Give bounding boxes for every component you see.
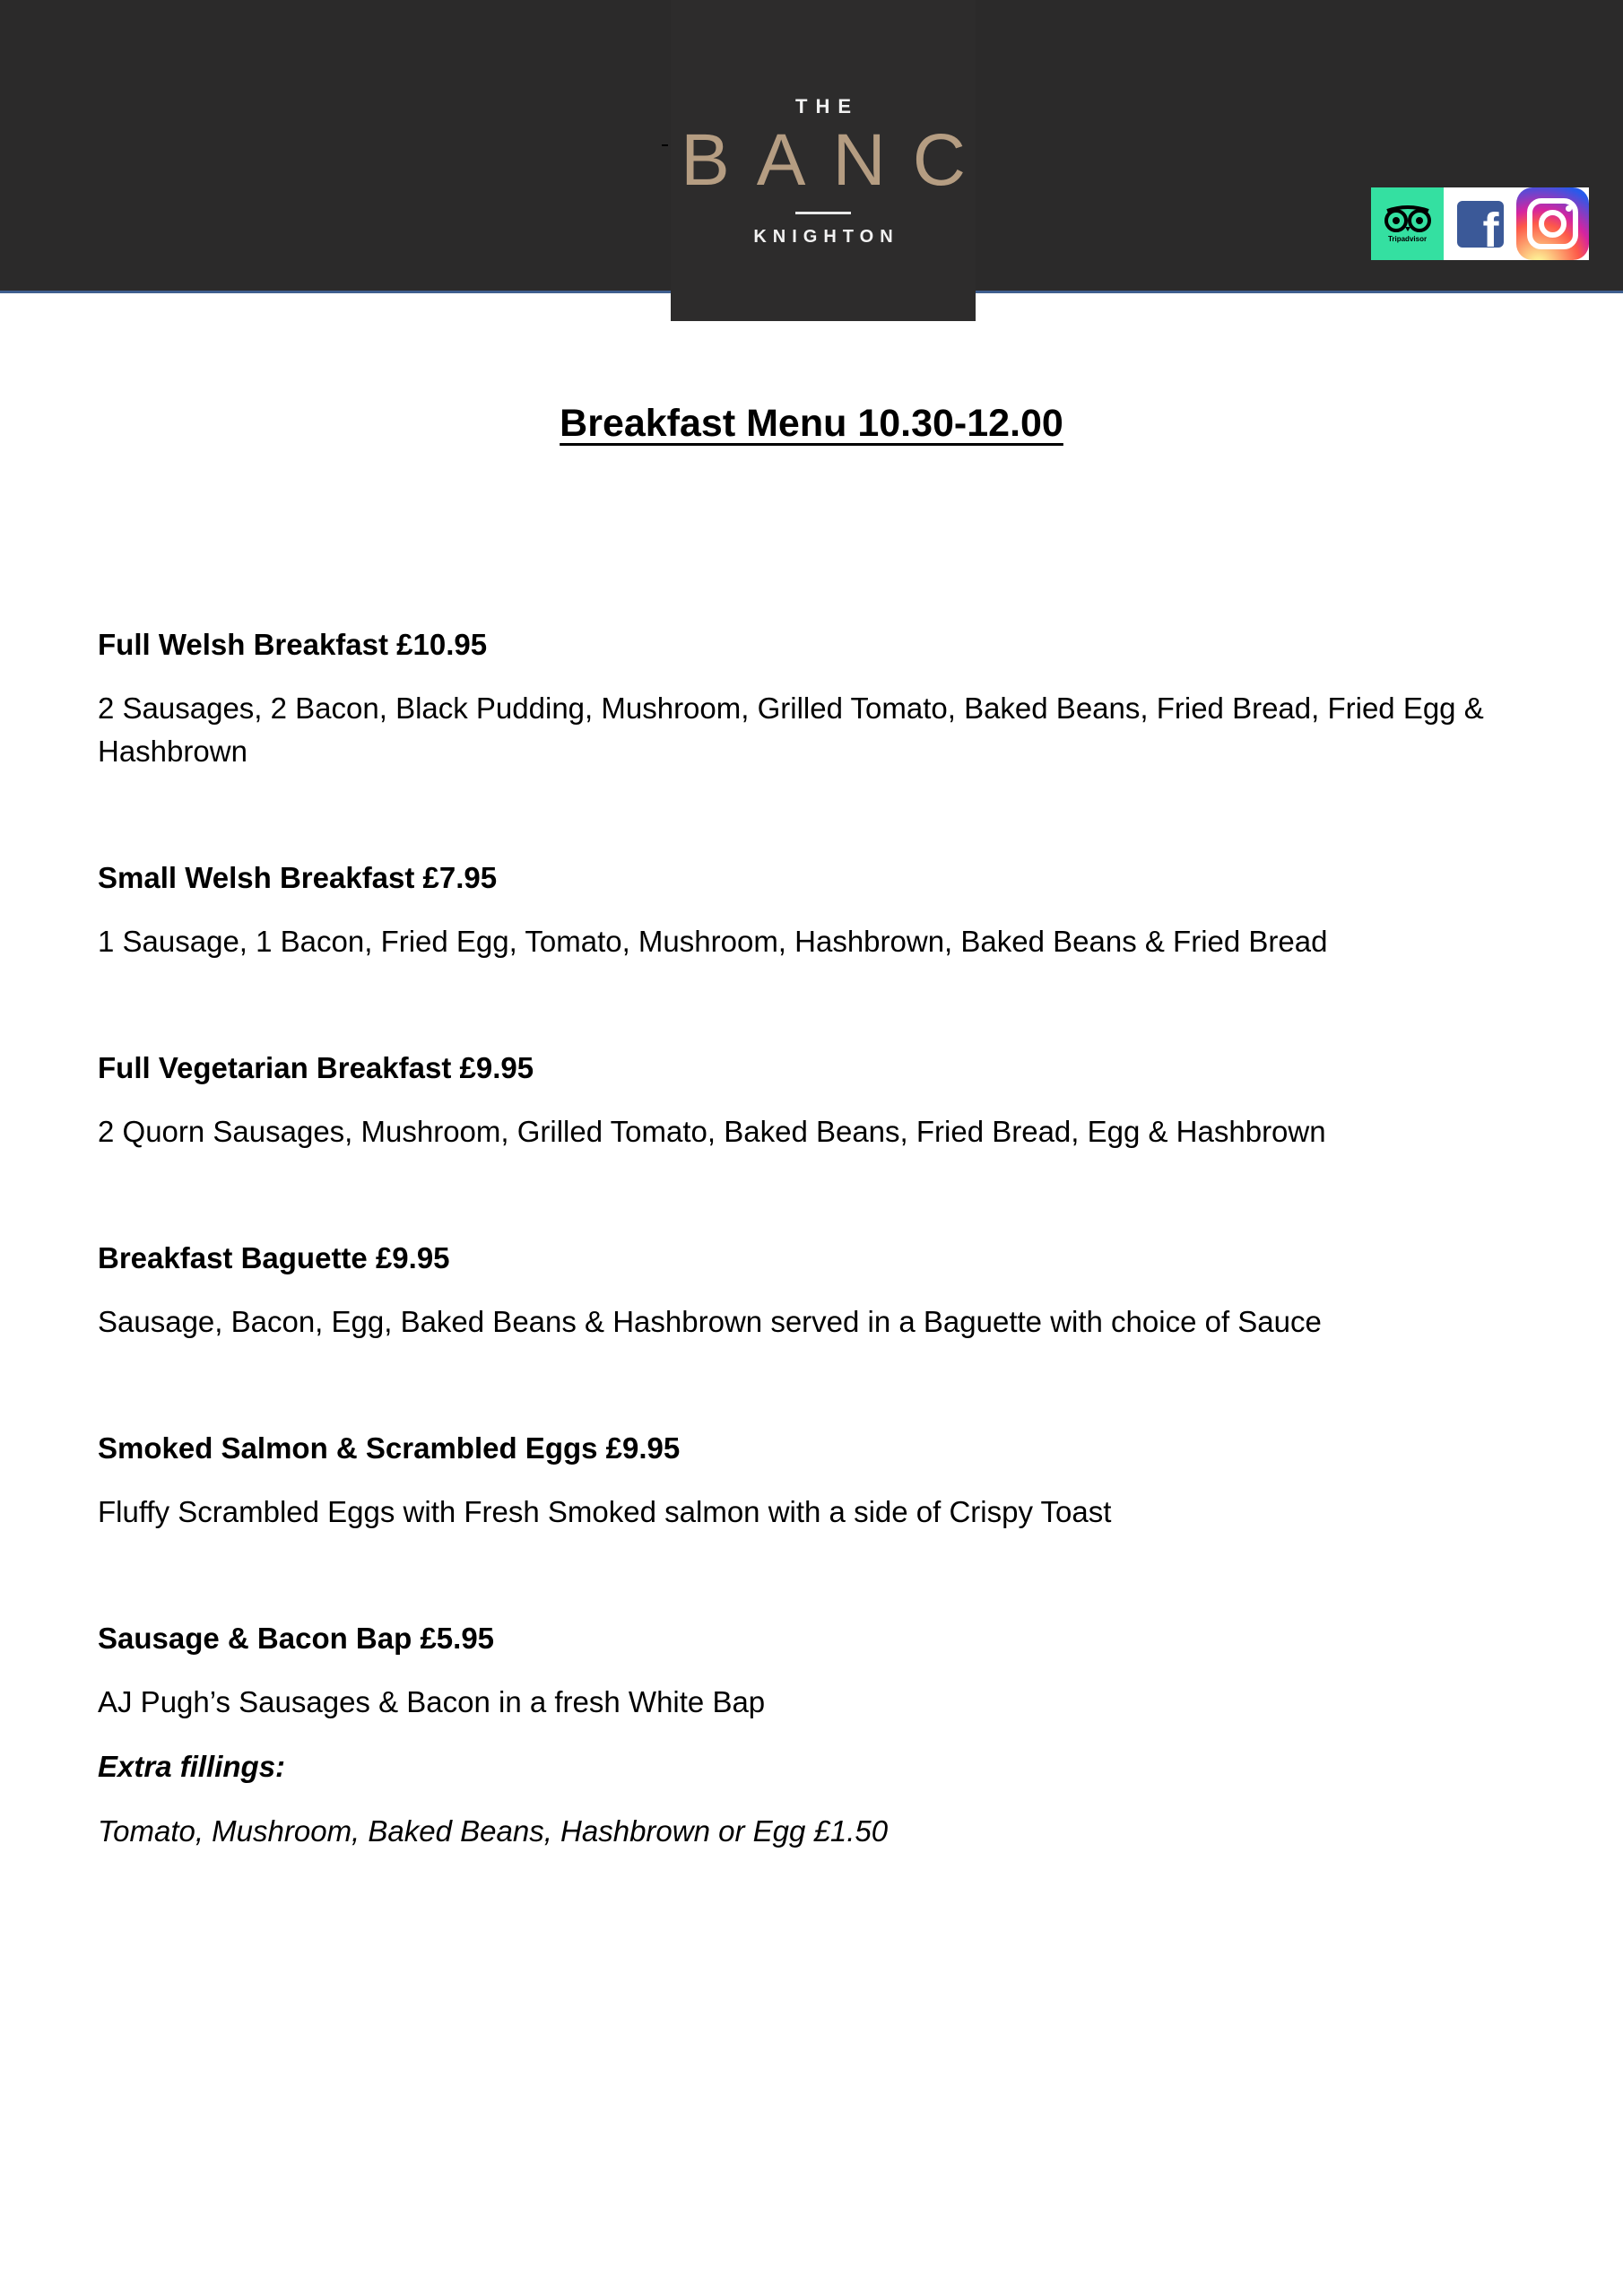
- menu-item-small-welsh: [98, 857, 1550, 963]
- logo-the: THE: [795, 95, 859, 117]
- menu-item-smoked-salmon: [98, 1428, 1550, 1534]
- extra-fillings-description: Tomato, Mushroom, Baked Beans, Hashbrown or Egg £1.50: [98, 1814, 889, 1848]
- item-name: Sausage & Bacon Bap £5.95: [98, 1622, 495, 1655]
- logo-knighton: KNIGHTON: [753, 227, 899, 247]
- tripadvisor-owl-icon: [1382, 205, 1434, 232]
- menu-item-full-vegetarian: [98, 1048, 1550, 1153]
- social-links: [1371, 187, 1589, 260]
- facebook-logo: [1457, 201, 1504, 248]
- item-description: 2 Sausages, 2 Bacon, Black Pudding, Mushroom, Grilled Tomato, Baked Beans, Fried Bread, Fried Egg & Hashbrown: [98, 691, 1484, 768]
- logo: [671, 0, 993, 321]
- item-name: Breakfast Baguette £9.95: [98, 1241, 450, 1274]
- item-description: 1 Sausage, 1 Bacon, Fried Egg, Tomato, Mushroom, Hashbrown, Baked Beans & Fried Bread: [98, 925, 1328, 958]
- logo-divider: [795, 212, 851, 214]
- item-description: 2 Quorn Sausages, Mushroom, Grilled Tomato, Baked Beans, Fried Bread, Egg & Hashbrown: [98, 1115, 1326, 1148]
- facebook-icon[interactable]: [1444, 187, 1516, 260]
- menu-item-breakfast-baguette: [98, 1238, 1550, 1344]
- item-description: Fluffy Scrambled Eggs with Fresh Smoked salmon with a side of Crispy Toast: [98, 1495, 1112, 1528]
- menu-item-sausage-bacon-bap: [98, 1618, 1550, 1853]
- instagram-flash-dot: [1566, 205, 1572, 212]
- facebook-f: f: [1482, 203, 1499, 248]
- tripadvisor-label: Tripadvisor: [1387, 234, 1428, 243]
- tripadvisor-icon[interactable]: [1371, 187, 1444, 260]
- extra-fillings-label: Extra fillings:: [98, 1750, 286, 1783]
- menu-item-full-welsh: [98, 624, 1550, 773]
- menu-items: [98, 624, 1550, 1853]
- instagram-icon[interactable]: [1516, 187, 1589, 260]
- item-name: Full Vegetarian Breakfast £9.95: [98, 1051, 534, 1084]
- item-name: Small Welsh Breakfast £7.95: [98, 861, 498, 894]
- logo-banc: BANC: [681, 119, 993, 201]
- instagram-lens: [1539, 210, 1567, 238]
- item-description: Sausage, Bacon, Egg, Baked Beans & Hashbrown served in a Baguette with choice of Sauce: [98, 1305, 1322, 1338]
- menu-title: Breakfast Menu 10.30-12.00: [560, 402, 1063, 445]
- item-name: Full Welsh Breakfast £10.95: [98, 628, 488, 661]
- item-name: Smoked Salmon & Scrambled Eggs £9.95: [98, 1431, 681, 1465]
- item-description: AJ Pugh’s Sausages & Bacon in a fresh White Bap: [98, 1685, 766, 1718]
